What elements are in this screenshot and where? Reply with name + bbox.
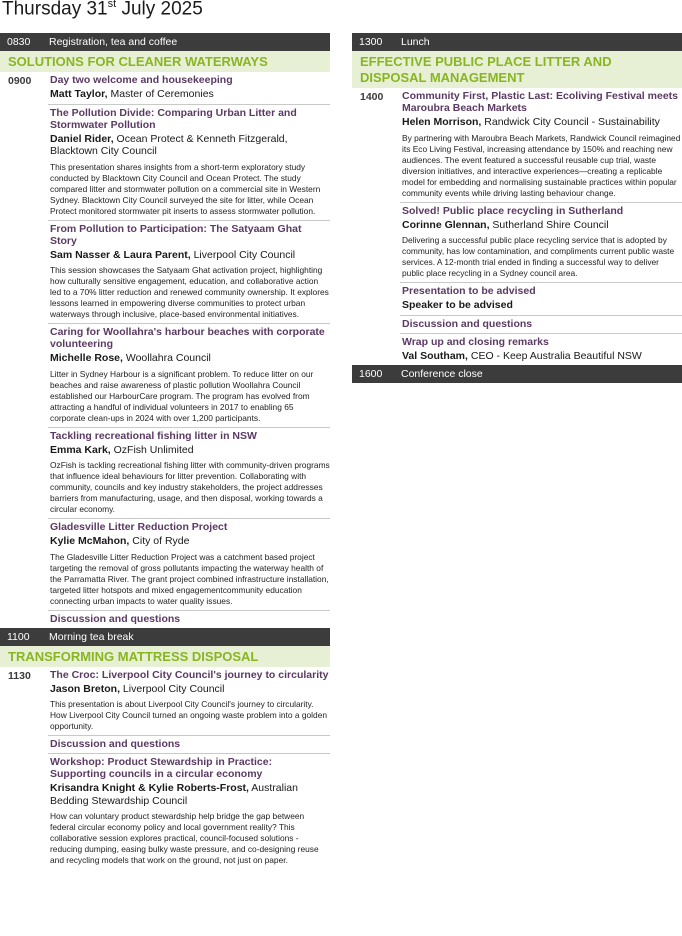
right-column (352, 33, 682, 383)
session-title: The Pollution Divide: Comparing Urban Litter and Stormwater Pollution (50, 106, 297, 131)
session-description: Litter in Sydney Harbour is a significant problem. To reduce litter on our beaches and raise awareness of plastic pollution Woollahra Council established our HarbourCare program. The program has evolved from attracting a handful of individual volunteers in 2017 to enabling 65 corporate clean-ups in 2024 with over 1,200 participants. (50, 368, 314, 423)
session-title: Wrap up and closing remarks (402, 335, 549, 348)
section-heading: SOLUTIONS FOR CLEANER WATERWAYS (0, 51, 330, 72)
speaker: Corinne Glennan, Sutherland Shire Council (402, 218, 609, 231)
registration-bar: 0830 Registration, tea and coffee (0, 33, 330, 51)
session-item (48, 611, 330, 628)
close-bar: 1600 Conference close (352, 365, 682, 383)
session-description: How can voluntary product stewardship help bridge the gap between federal circular economy policy and local government reality? This collaborative session explores practical, council-focused solutions - reducing dumping, easing bulky waste pressure, and co-designing reuse and recycling models that work on the ground, not just on paper. (50, 811, 319, 865)
session-title: The Croc: Liverpool City Council's journey to circularity (50, 668, 329, 681)
session-item (48, 72, 330, 105)
speaker: Michelle Rose, Woollahra Council (50, 352, 211, 364)
section-heading: EFFECTIVE PUBLIC PLACE LITTER AND DISPOSAL MANAGEMENT (352, 51, 682, 88)
session-item (48, 736, 330, 754)
left-column (0, 33, 330, 869)
lunch-bar: 1300 Lunch (352, 33, 682, 51)
session-description: Delivering a successful public place recycling service that is adopted by community, has low contamination, and compliments current public waste services. A 12-month trial ended in finding a successful way to deliver public place recycling in a Sydney council area. (402, 235, 675, 278)
page-title: Thursday 31st July 2025 (2, 0, 203, 20)
session-title: Caring for Woollahra's harbour beaches with corporate volunteering (50, 326, 325, 350)
speaker: Speaker to be advised (402, 299, 513, 311)
session-description: This session showcases the Satyaam Ghat activation project, highlighting how culturally sensitive engagement, education, and collaborative action led to a 70% litter reduction and renewed community ownership. It explores lessons learned in empowering diverse communities to protect urban waterways through inclusive, place-based environmental initiatives. (50, 265, 329, 319)
session-item (400, 88, 682, 203)
session-item (48, 428, 330, 520)
speaker: Val Southam, CEO - Keep Australia Beautiful NSW (402, 349, 642, 362)
session-item (400, 316, 682, 334)
session-item (48, 754, 330, 869)
session-slot: 1130 The Croc: Liverpool City Council's journey to circularity Jason Breton, Liverpool City Council This presentation is about Liverpool City Council's journey to circularity. How Liverpool City Council turned an ongoing waste problem into a golden opportunity. Discussion and questions Workshop: Product Stewardship in Practice: Supporting councils in a circular economy Krisandra Knight & Kylie Roberts-Frost, Australian Bedding Stewardship Council How can voluntary product stewardship help bridge the gap between federal circular economy policy and local government reality? This collaborative session explores practical, council-focused solutions - reducing dumping, easing bulky waste pressure, and co-designing reuse and recycling models that work on the ground, not just on paper. (0, 667, 330, 870)
speaker: Jason Breton, Liverpool City Council (50, 682, 225, 695)
session-slot: 0900 Day two welcome and housekeeping Matt Taylor, Master of Ceremonies The Pollution Divide: Comparing Urban Litter and Stormwater Pollution Daniel Rider, Ocean Protect & Kenneth Fitzgerald, Blacktown City Council This presentation shares insights from a short-term exploratory study conducted by Blacktown City Council and Ocean Protect. The study compared litter and stormwater pollution on a commercial site in Western Sydney. Blacktown City Council surveyed the site for litter, while Ocean Protect monitored stormwater pit inserts to assess stormwater pollution. From Pollution to Participation: The Satyaam Ghat Story Sam Nasser & Laura Parent, Liverpool City Council This session showcases the Satyaam Ghat activation project, highlighting how culturally sensitive engagement, education, and collaborative action led to a 70% litter reduction and renewed community ownership. It explores lessons learned in empowering diverse communities to protect urban waterways through inclusive, place-based environmental initiatives. Caring for Woollahra's harbour beaches with corporate volunteering Michelle Rose, Woollahra Council Litter in Sydney Harbour is a significant problem. To reduce litter on our beaches and raise awareness of plastic pollution Woollahra Council established our HarbourCare program. The program has evolved from attracting a handful of individual volunteers in 2017 to enabling 65 corporate clean-ups in 2024 with over 1,200 participants. Tackling recreational fishing litter in NSW Emma Kark, OzFish Unlimited OzFish is tackling recreational fishing litter with community-driven programs that influence ideal behaviours for litter prevention. Collaborating with community, councils and key industry stakeholders, the project addresses barriers from manufacturing, usage, and then disposal, working towards a circular economy. Gladesville Litter Reduction Project Kylie McMahon, City of Ryde The Gladesville Litter Reduction Project was a catchment based project targeting the removal of gross pollutants impacting the waterway health of the Parramatta River. The grant project combined infrastructure installation, targeted litter hotspots and mixed engagementcommunity education connecting urban impacts to water quality issues. Discussion and questions (0, 72, 330, 628)
session-item (400, 334, 682, 366)
session-title: Discussion and questions (50, 738, 181, 750)
speaker: Sam Nasser & Laura Parent, Liverpool City Council (50, 248, 296, 261)
session-description: OzFish is tackling recreational fishing litter with community-driven programs that influence ideal behaviours for litter prevention. Collaborating with community, councils and key industry stakeholders, the project addresses barriers from manufacturing, usage, and then disposal, working towards a circular economy. (50, 460, 330, 514)
session-title: Discussion and questions (402, 317, 533, 330)
session-item (48, 105, 330, 221)
session-slot: 1400 Community First, Plastic Last: Ecoliving Festival meets Maroubra Beach Markets Helen Morrison, Randwick City Council - Sustainability By partnering with Maroubra Beach Markets, Randwick Council reimagined its Eco Living Festival, increasing attendance by 150% and reaching new audiences. The event featured a successful reusable cup trial, waste diversion initiatives, and interactive experiences—creating a replicable model for embedding and normalising sustainable practices within popular community events while driving lasting behaviour change. Solved! Public place recycling in Sutherland Corinne Glennan, Sutherland Shire Council Delivering a successful public place recycling service that is adopted by community, has low contamination, and compliments current public waste services. A 12-month trial ended in finding a successful way to deliver public place recycling in a Sydney council area. Presentation to be advised Speaker to be advised Discussion and questions Wrap up and closing remarks Val Southam, CEO - Keep Australia Beautiful NSW (352, 88, 682, 365)
session-title: Presentation to be advised (402, 285, 536, 297)
speaker: Emma Kark, OzFish Unlimited (50, 443, 194, 456)
session-description: By partnering with Maroubra Beach Markets, Randwick Council reimagined its Eco Living Festival, increasing attendance by 150% and reaching new audiences. The event featured a successful reusable cup trial, waste diversion initiatives, and interactive experiences—creating a replicable model for embedding and normalising sustainable practices within popular community events while driving lasting behaviour change. (402, 132, 681, 198)
speaker: Helen Morrison, Randwick City Council - Sustainability (402, 116, 660, 128)
session-title: Day two welcome and housekeeping (50, 74, 233, 86)
session-item (400, 283, 682, 316)
session-item (48, 324, 330, 428)
session-title: Solved! Public place recycling in Sutherland (402, 204, 624, 217)
section-heading: TRANSFORMING MATTRESS DISPOSAL (0, 646, 330, 667)
session-title: Tackling recreational fishing litter in NSW (50, 429, 257, 442)
session-item (48, 519, 330, 611)
speaker: Krisandra Knight & Kylie Roberts-Frost, Australian Bedding Stewardship Council (50, 782, 298, 807)
session-title: Discussion and questions (50, 612, 181, 625)
morning-tea-bar: 1100 Morning tea break (0, 628, 330, 646)
session-item (48, 221, 330, 325)
session-title: Workshop: Product Stewardship in Practice: Supporting councils in a circular economy (50, 756, 273, 780)
session-description: This presentation is about Liverpool City Council's journey to circularity. How Liverpool City Council turned an ongoing waste problem into a golden opportunity. (50, 699, 328, 731)
session-description: This presentation shares insights from a short-term exploratory study conducted by Blacktown City Council and Ocean Protect. The study compared litter and stormwater pollution on a commercial site in Western Sydney. Blacktown City Council surveyed the site for litter, while Ocean Protect monitored stormwater pit inserts to assess stormwater pollution. (50, 161, 321, 216)
session-description: The Gladesville Litter Reduction Project was a catchment based project targeting the removal of gross pollutants impacting the waterway health of the Parramatta River. The grant project combined infrastructure installation, targeted litter hotspots and mixed engagementcommunity education connecting urban impacts to water quality issues. (50, 551, 329, 606)
speaker: Daniel Rider, Ocean Protect & Kenneth Fitzgerald, Blacktown City Council (50, 132, 288, 157)
session-item (48, 667, 330, 737)
speaker: Kylie McMahon, City of Ryde (50, 535, 190, 547)
session-title: From Pollution to Participation: The Satyaam Ghat Story (50, 222, 302, 247)
session-title: Gladesville Litter Reduction Project (50, 521, 228, 533)
session-title: Community First, Plastic Last: Ecoliving Festival meets Maroubra Beach Markets (402, 90, 678, 114)
session-item (400, 203, 682, 284)
speaker: Matt Taylor, Master of Ceremonies (50, 88, 214, 100)
